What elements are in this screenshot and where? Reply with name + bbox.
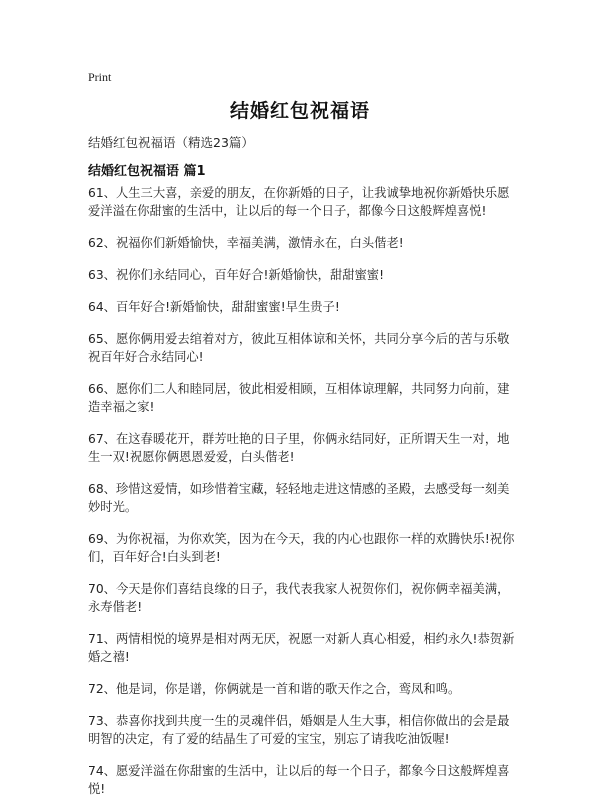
paragraph-70: 70、今天是你们喜结良缘的日子，我代表我家人祝贺你们，祝你俩幸福美满，永寿偕老! — [88, 582, 510, 614]
paragraph-64: 64、百年好合!新婚愉快，甜甜蜜蜜!早生贵子! — [88, 300, 340, 314]
paragraph-73: 73、恭喜你找到共度一生的灵魂伴侣，婚姻是人生大事，相信你做出的会是最明智的决定，有了爱的结晶生了可爱的宝宝，别忘了请我吃油饭喔! — [88, 714, 510, 746]
paragraph-74: 74、愿爱洋溢在你甜蜜的生活中，让以后的每一个日子，都象今日这般辉煌喜悦! — [88, 764, 510, 796]
paragraph-71: 71、两情相悦的境界是相对两无厌，祝愿一对新人真心相爱，相约永久!恭贺新婚之禧! — [88, 632, 515, 664]
section-heading: 结婚红包祝福语 篇1 — [88, 164, 206, 179]
print-label: Print — [88, 70, 112, 84]
paragraph-66: 66、愿你们二人和睦同居，彼此相爱相顾，互相体谅理解，共同努力向前，建造幸福之家! — [88, 382, 510, 414]
paragraph-72: 72、他是词，你是谱，你俩就是一首和谐的歌天作之合，鸾凤和鸣。 — [88, 682, 461, 696]
subtitle: 结婚红包祝福语（精选23篇） — [88, 135, 254, 150]
paragraph-68: 68、珍惜这爱情，如珍惜着宝藏，轻轻地走进这情感的圣殿，去感受每一刻美妙时光。 — [88, 482, 510, 514]
paragraph-69: 69、为你祝福，为你欢笑，因为在今天，我的内心也跟你一样的欢腾快乐!祝你们，百年好合!白头到老! — [88, 532, 515, 564]
paragraph-61: 61、人生三大喜，亲爱的朋友，在你新婚的日子，让我诚挚地祝你新婚快乐愿爱洋溢在你甜蜜的生活中，让以后的每一个日子，都像今日这般辉煌喜悦! — [88, 186, 510, 218]
page-title: 结婚红包祝福语 — [229, 100, 370, 122]
paragraph-63: 63、祝你们永结同心，百年好合!新婚愉快，甜甜蜜蜜! — [88, 268, 385, 282]
paragraph-list — [88, 184, 516, 812]
paragraph-67: 67、在这春暖花开，群芳吐艳的日子里，你俩永结同好，正所谓天生一对，地生一双!祝愿你俩恩恩爱爱，白头偕老! — [88, 432, 510, 464]
paragraph-62: 62、祝福你们新婚愉快，幸福美满，激情永在，白头偕老! — [88, 236, 404, 250]
paragraph-65: 65、愿你俩用爱去绾着对方，彼此互相体谅和关怀，共同分享今后的苦与乐敬祝百年好合永结同心! — [88, 332, 510, 364]
